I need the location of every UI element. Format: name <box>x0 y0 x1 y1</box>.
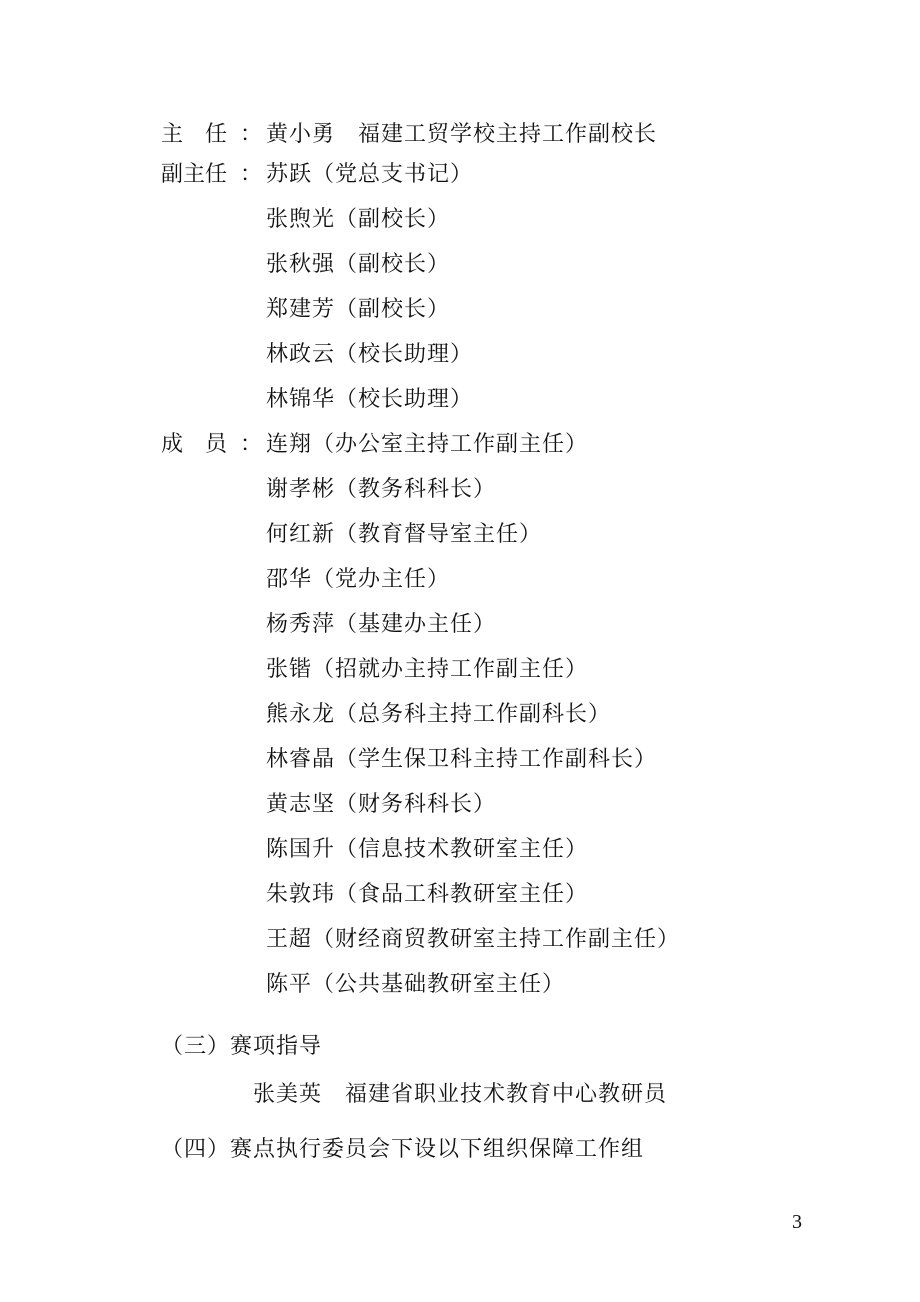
committee-member: 邵华（党办主任） <box>266 567 451 592</box>
section3-heading: （三）赛项指导 <box>161 1034 323 1059</box>
section4-heading: （四）赛点执行委员会下设以下组织保障工作组 <box>161 1137 645 1162</box>
committee-member: 黄志坚（财务科科长） <box>266 792 497 817</box>
committee-member: 王超（财经商贸教研室主持工作副主任） <box>266 927 681 952</box>
deputy-member: 张煦光（副校长） <box>266 207 451 232</box>
deputy-member: 郑建芳（副校长） <box>266 297 451 322</box>
committee-member: 何红新（教育督导室主任） <box>266 522 543 547</box>
committee-member: 陈平（公共基础教研室主任） <box>266 972 566 997</box>
committee-member: 朱敦玮（食品工科教研室主任） <box>266 882 589 907</box>
members-label: 成 员 <box>161 432 228 457</box>
director-text: 黄小勇 福建工贸学校主持工作副校长 <box>266 122 658 147</box>
director-colon: ： <box>240 122 263 147</box>
committee-member: 谢孝彬（教务科科长） <box>266 477 497 502</box>
deputy-member: 林政云（校长助理） <box>266 342 474 367</box>
section3-text: 张美英 福建省职业技术教育中心教研员 <box>253 1082 668 1107</box>
deputy-colon: ： <box>240 162 263 187</box>
committee-member: 陈国升（信息技术教研室主任） <box>266 837 589 862</box>
director-label: 主 任 <box>161 122 228 147</box>
page-number: 3 <box>792 1211 802 1233</box>
committee-member: 杨秀萍（基建办主任） <box>266 612 497 637</box>
committee-member: 熊永龙（总务科主持工作副科长） <box>266 702 612 727</box>
committee-member: 连翔（办公室主持工作副主任） <box>266 432 589 457</box>
deputy-label: 副主任 <box>161 162 228 187</box>
committee-member: 张锴（招就办主持工作副主任） <box>266 657 589 682</box>
committee-member: 林睿晶（学生保卫科主持工作副科长） <box>266 747 658 772</box>
deputy-member: 林锦华（校长助理） <box>266 387 474 412</box>
deputy-member: 苏跃（党总支书记） <box>266 162 474 187</box>
deputy-member: 张秋强（副校长） <box>266 252 451 277</box>
members-colon: ： <box>240 432 263 457</box>
